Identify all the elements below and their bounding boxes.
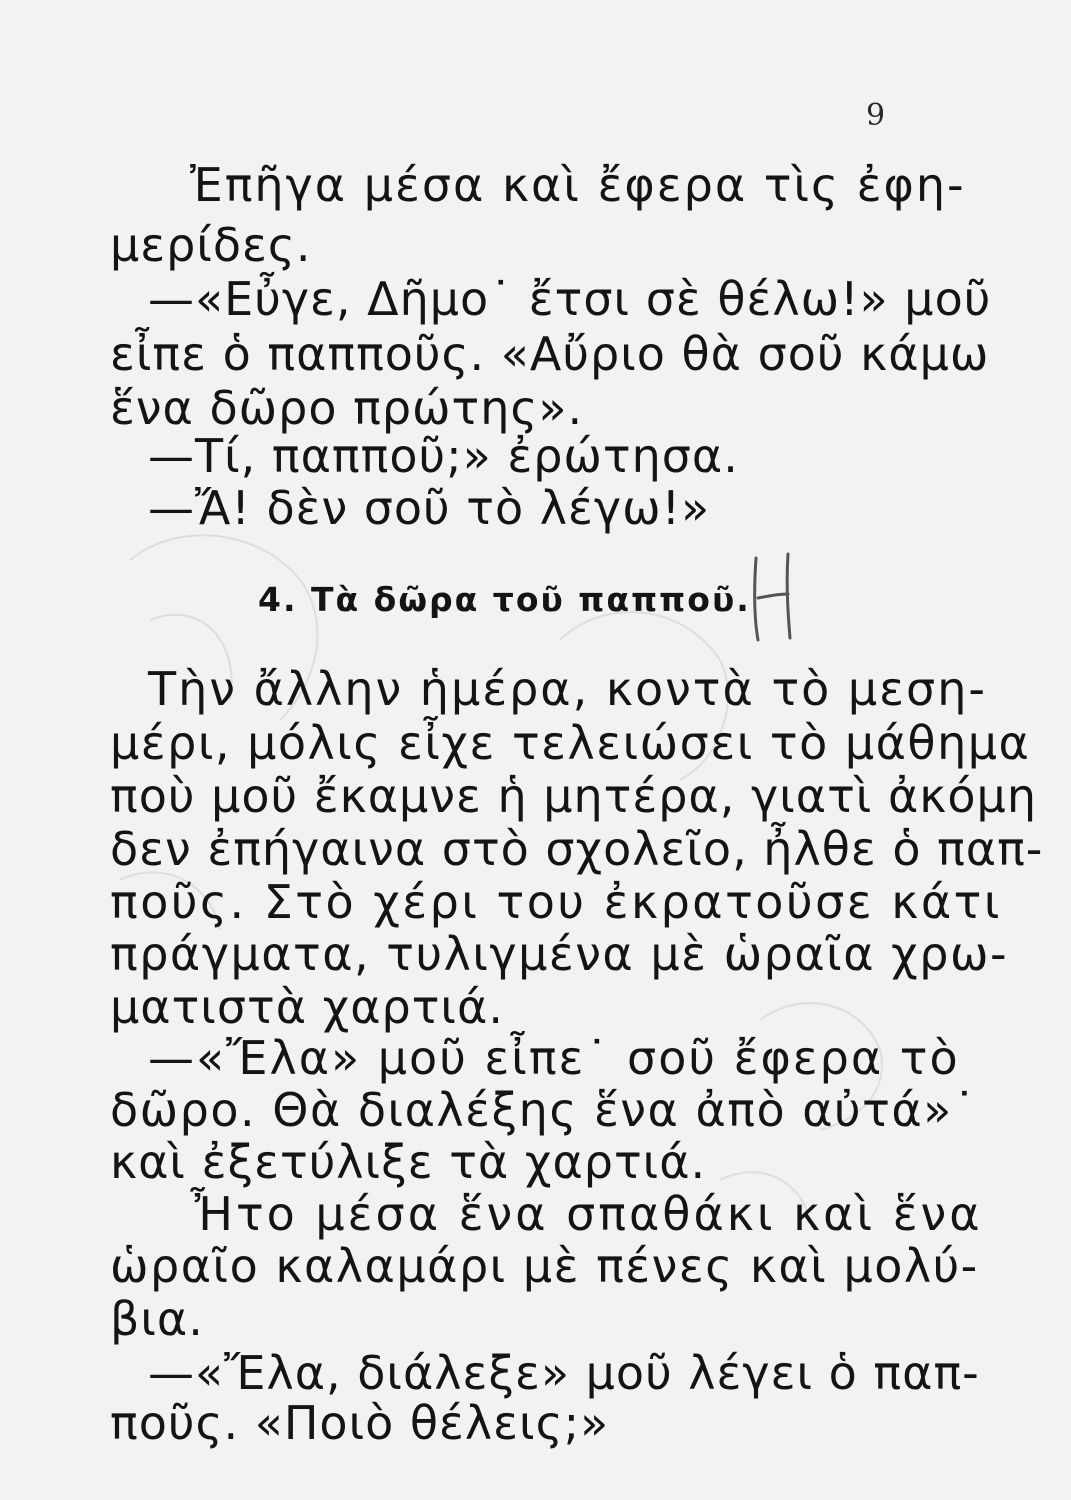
text-line: Τὴν ἄλλην ἡμέρα, κοντὰ τὸ μεση- — [148, 662, 987, 716]
text-line: Ἐπῆγα μέσα καὶ ἔφερα τὶς ἐφη- — [190, 158, 966, 212]
section-heading: 4. Τὰ δῶρα τοῦ παπποῦ. — [258, 580, 751, 619]
text-line: —Ἄ! δὲν σοῦ τὸ λέγω!» — [148, 481, 711, 535]
text-line: —«Ἔλα» μοῦ εἶπε˙ σοῦ ἔφερα τὸ — [148, 1031, 960, 1085]
text-line: καὶ ἐξετύλιξε τὰ χαρτιά. — [110, 1135, 707, 1189]
page-number: 9 — [866, 98, 886, 133]
text-line: δῶρο. Θὰ διαλέξης ἕνα ἀπὸ αὐτά»˙ — [110, 1083, 978, 1137]
text-line: ποῦς. Στὸ χέρι του ἐκρατοῦσε κάτι — [110, 875, 1002, 929]
text-line: ἕνα δῶρο πρώτης». — [110, 381, 584, 435]
text-line: ποὺ μοῦ ἔκαμνε ἡ μητέρα, γιατὶ ἀκόμη — [110, 769, 1037, 823]
text-line: βια. — [110, 1292, 204, 1346]
text-line: πράγματα, τυλιγμένα μὲ ὡραῖα χρω- — [110, 927, 1009, 981]
text-line: μέρι, μόλις εἶχε τελειώσει τὸ μάθημα — [110, 716, 1031, 770]
text-line: —«Εὖγε, Δῆμο˙ ἔτσι σὲ θέλω!» μοῦ — [148, 272, 992, 326]
text-line: ὡραῖο καλαμάρι μὲ πένες καὶ μολύ- — [110, 1239, 979, 1293]
text-line: μερίδες. — [110, 218, 312, 272]
text-line: εἶπε ὁ παπποῦς. «Αὔριο θὰ σοῦ κάμω — [110, 327, 990, 381]
pencil-annotation — [742, 548, 802, 644]
text-line: —«Ἔλα, διάλεξε» μοῦ λέγει ὁ παπ- — [148, 1346, 980, 1400]
text-line: Ἦτο μέσα ἕνα σπαθάκι καὶ ἕνα — [190, 1187, 983, 1241]
text-line: —Τί, παπποῦ;» ἐρώτησα. — [148, 429, 739, 483]
text-line: δεν ἐπήγαινα στὸ σχολεῖο, ἦλθε ὁ παπ- — [110, 822, 1044, 876]
text-line: ματιστὰ χαρτιά. — [110, 980, 504, 1034]
text-line: ποῦς. «Ποιὸ θέλεις;» — [110, 1396, 610, 1450]
